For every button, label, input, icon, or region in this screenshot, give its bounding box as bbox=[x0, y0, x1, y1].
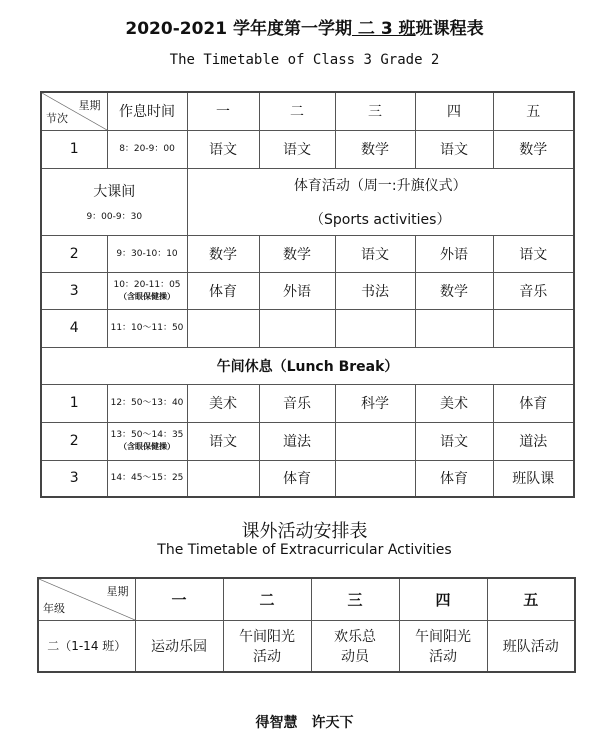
time-header: 作息时间 bbox=[107, 92, 187, 130]
subject-cell: 音乐 bbox=[259, 384, 335, 422]
table-row bbox=[41, 460, 574, 497]
period-time: 13：50～14：35 bbox=[110, 430, 184, 440]
activity-cell: 午间阳光活动 bbox=[223, 620, 311, 672]
subject-cell: 书法 bbox=[335, 272, 415, 309]
subject-cell: 语文 bbox=[415, 422, 493, 460]
subject-cell: 体育 bbox=[415, 460, 493, 497]
lunch-row bbox=[41, 347, 574, 384]
subject-cell: 语文 bbox=[259, 130, 335, 168]
table-row bbox=[41, 235, 574, 272]
grade-cell: 二（1-14 班） bbox=[38, 620, 135, 672]
subject-cell: 数学 bbox=[493, 130, 574, 168]
title-class: 二 3 班 bbox=[352, 19, 416, 39]
class-timetable bbox=[40, 91, 575, 498]
period-number: 4 bbox=[41, 309, 107, 347]
day-header: 三 bbox=[335, 92, 415, 130]
corner-weekday-label: 星期 bbox=[106, 585, 129, 598]
period-number: 1 bbox=[41, 130, 107, 168]
subject-cell bbox=[335, 422, 415, 460]
big-break-activity-en: （Sports activities） bbox=[310, 211, 451, 228]
big-break-activity: 体育活动（周一:升旗仪式） bbox=[293, 177, 467, 194]
subject-cell bbox=[259, 309, 335, 347]
subject-cell bbox=[335, 460, 415, 497]
day-header: 五 bbox=[487, 578, 575, 620]
extracurricular-table bbox=[37, 577, 576, 673]
lunch-break: 午间休息（Lunch Break） bbox=[41, 347, 574, 384]
subject-cell: 体育 bbox=[493, 384, 574, 422]
day-header: 一 bbox=[187, 92, 259, 130]
subject-cell: 美术 bbox=[187, 384, 259, 422]
subject-cell: 外语 bbox=[415, 235, 493, 272]
subject-cell: 外语 bbox=[259, 272, 335, 309]
title-suffix: 班课程表 bbox=[415, 19, 484, 39]
period-note: （含眼保健操） bbox=[119, 442, 175, 451]
activity-cell: 运动乐园 bbox=[135, 620, 223, 672]
day-header: 三 bbox=[311, 578, 399, 620]
day-header: 一 bbox=[135, 578, 223, 620]
corner-period-label: 节次 bbox=[46, 111, 68, 125]
subject-cell: 音乐 bbox=[493, 272, 574, 309]
activity-cell: 班队活动 bbox=[487, 620, 575, 672]
subject-cell: 语文 bbox=[335, 235, 415, 272]
period-time: 12：50～13：40 bbox=[107, 384, 187, 422]
subject-cell: 数学 bbox=[187, 235, 259, 272]
timetable-header-row bbox=[41, 92, 574, 130]
extracurricular-header-row bbox=[38, 578, 575, 620]
subject-cell: 体育 bbox=[259, 460, 335, 497]
activity-cell: 午间阳光活动 bbox=[399, 620, 487, 672]
table-row bbox=[41, 309, 574, 347]
day-header: 二 bbox=[223, 578, 311, 620]
period-time-cell bbox=[107, 422, 187, 460]
period-number: 3 bbox=[41, 272, 107, 309]
subject-cell: 班队课 bbox=[493, 460, 574, 497]
subject-cell bbox=[493, 309, 574, 347]
page-subtitle: The Timetable of Class 3 Grade 2 bbox=[169, 52, 440, 68]
period-number: 2 bbox=[41, 235, 107, 272]
corner-cell bbox=[38, 578, 135, 620]
table-row bbox=[38, 620, 575, 672]
period-time: 14：45～15：25 bbox=[107, 460, 187, 497]
subject-cell: 体育 bbox=[187, 272, 259, 309]
day-header: 四 bbox=[399, 578, 487, 620]
subject-cell bbox=[335, 309, 415, 347]
school-motto: 得智慧 许天下 bbox=[255, 715, 354, 731]
table-row bbox=[41, 384, 574, 422]
subject-cell bbox=[187, 309, 259, 347]
subject-cell: 语文 bbox=[415, 130, 493, 168]
subject-cell: 语文 bbox=[187, 422, 259, 460]
table-row bbox=[41, 272, 574, 309]
title-prefix: 2020-2021 学年度第一学期 bbox=[125, 19, 352, 39]
activity-cell: 欢乐总动员 bbox=[311, 620, 399, 672]
subject-cell: 数学 bbox=[415, 272, 493, 309]
subject-cell: 数学 bbox=[335, 130, 415, 168]
subject-cell: 语文 bbox=[187, 130, 259, 168]
extracurricular-subtitle: The Timetable of Extracurricular Activities bbox=[157, 542, 452, 558]
period-time: 10：20-11：05 bbox=[113, 279, 181, 290]
page-title bbox=[0, 14, 609, 39]
subject-cell: 道法 bbox=[493, 422, 574, 460]
big-break-label: 大课间 bbox=[93, 184, 136, 200]
day-header: 二 bbox=[259, 92, 335, 130]
period-time: 8：20-9：00 bbox=[107, 130, 187, 168]
corner-grade-label: 年级 bbox=[43, 601, 65, 615]
subject-cell: 数学 bbox=[259, 235, 335, 272]
big-break-cell bbox=[41, 168, 187, 235]
period-note: （含眼保健操） bbox=[119, 291, 175, 301]
table-row bbox=[41, 422, 574, 460]
period-number: 3 bbox=[41, 460, 107, 497]
subject-cell: 道法 bbox=[259, 422, 335, 460]
period-time-cell bbox=[107, 272, 187, 309]
subject-cell: 美术 bbox=[415, 384, 493, 422]
big-break-time: 9：00-9：30 bbox=[86, 212, 143, 222]
day-header: 四 bbox=[415, 92, 493, 130]
corner-cell bbox=[41, 92, 107, 130]
day-header: 五 bbox=[493, 92, 574, 130]
period-number: 2 bbox=[41, 422, 107, 460]
subject-cell bbox=[187, 460, 259, 497]
table-row bbox=[41, 130, 574, 168]
period-time: 9：30-10：10 bbox=[107, 235, 187, 272]
subject-cell: 语文 bbox=[493, 235, 574, 272]
big-break-row bbox=[41, 168, 574, 235]
extracurricular-title: 课外活动安排表 bbox=[241, 521, 368, 542]
period-time: 11：10～11：50 bbox=[107, 309, 187, 347]
corner-weekday-label: 星期 bbox=[78, 99, 101, 112]
big-break-activity-cell bbox=[187, 168, 574, 235]
period-number: 1 bbox=[41, 384, 107, 422]
subject-cell: 科学 bbox=[335, 384, 415, 422]
subject-cell bbox=[415, 309, 493, 347]
